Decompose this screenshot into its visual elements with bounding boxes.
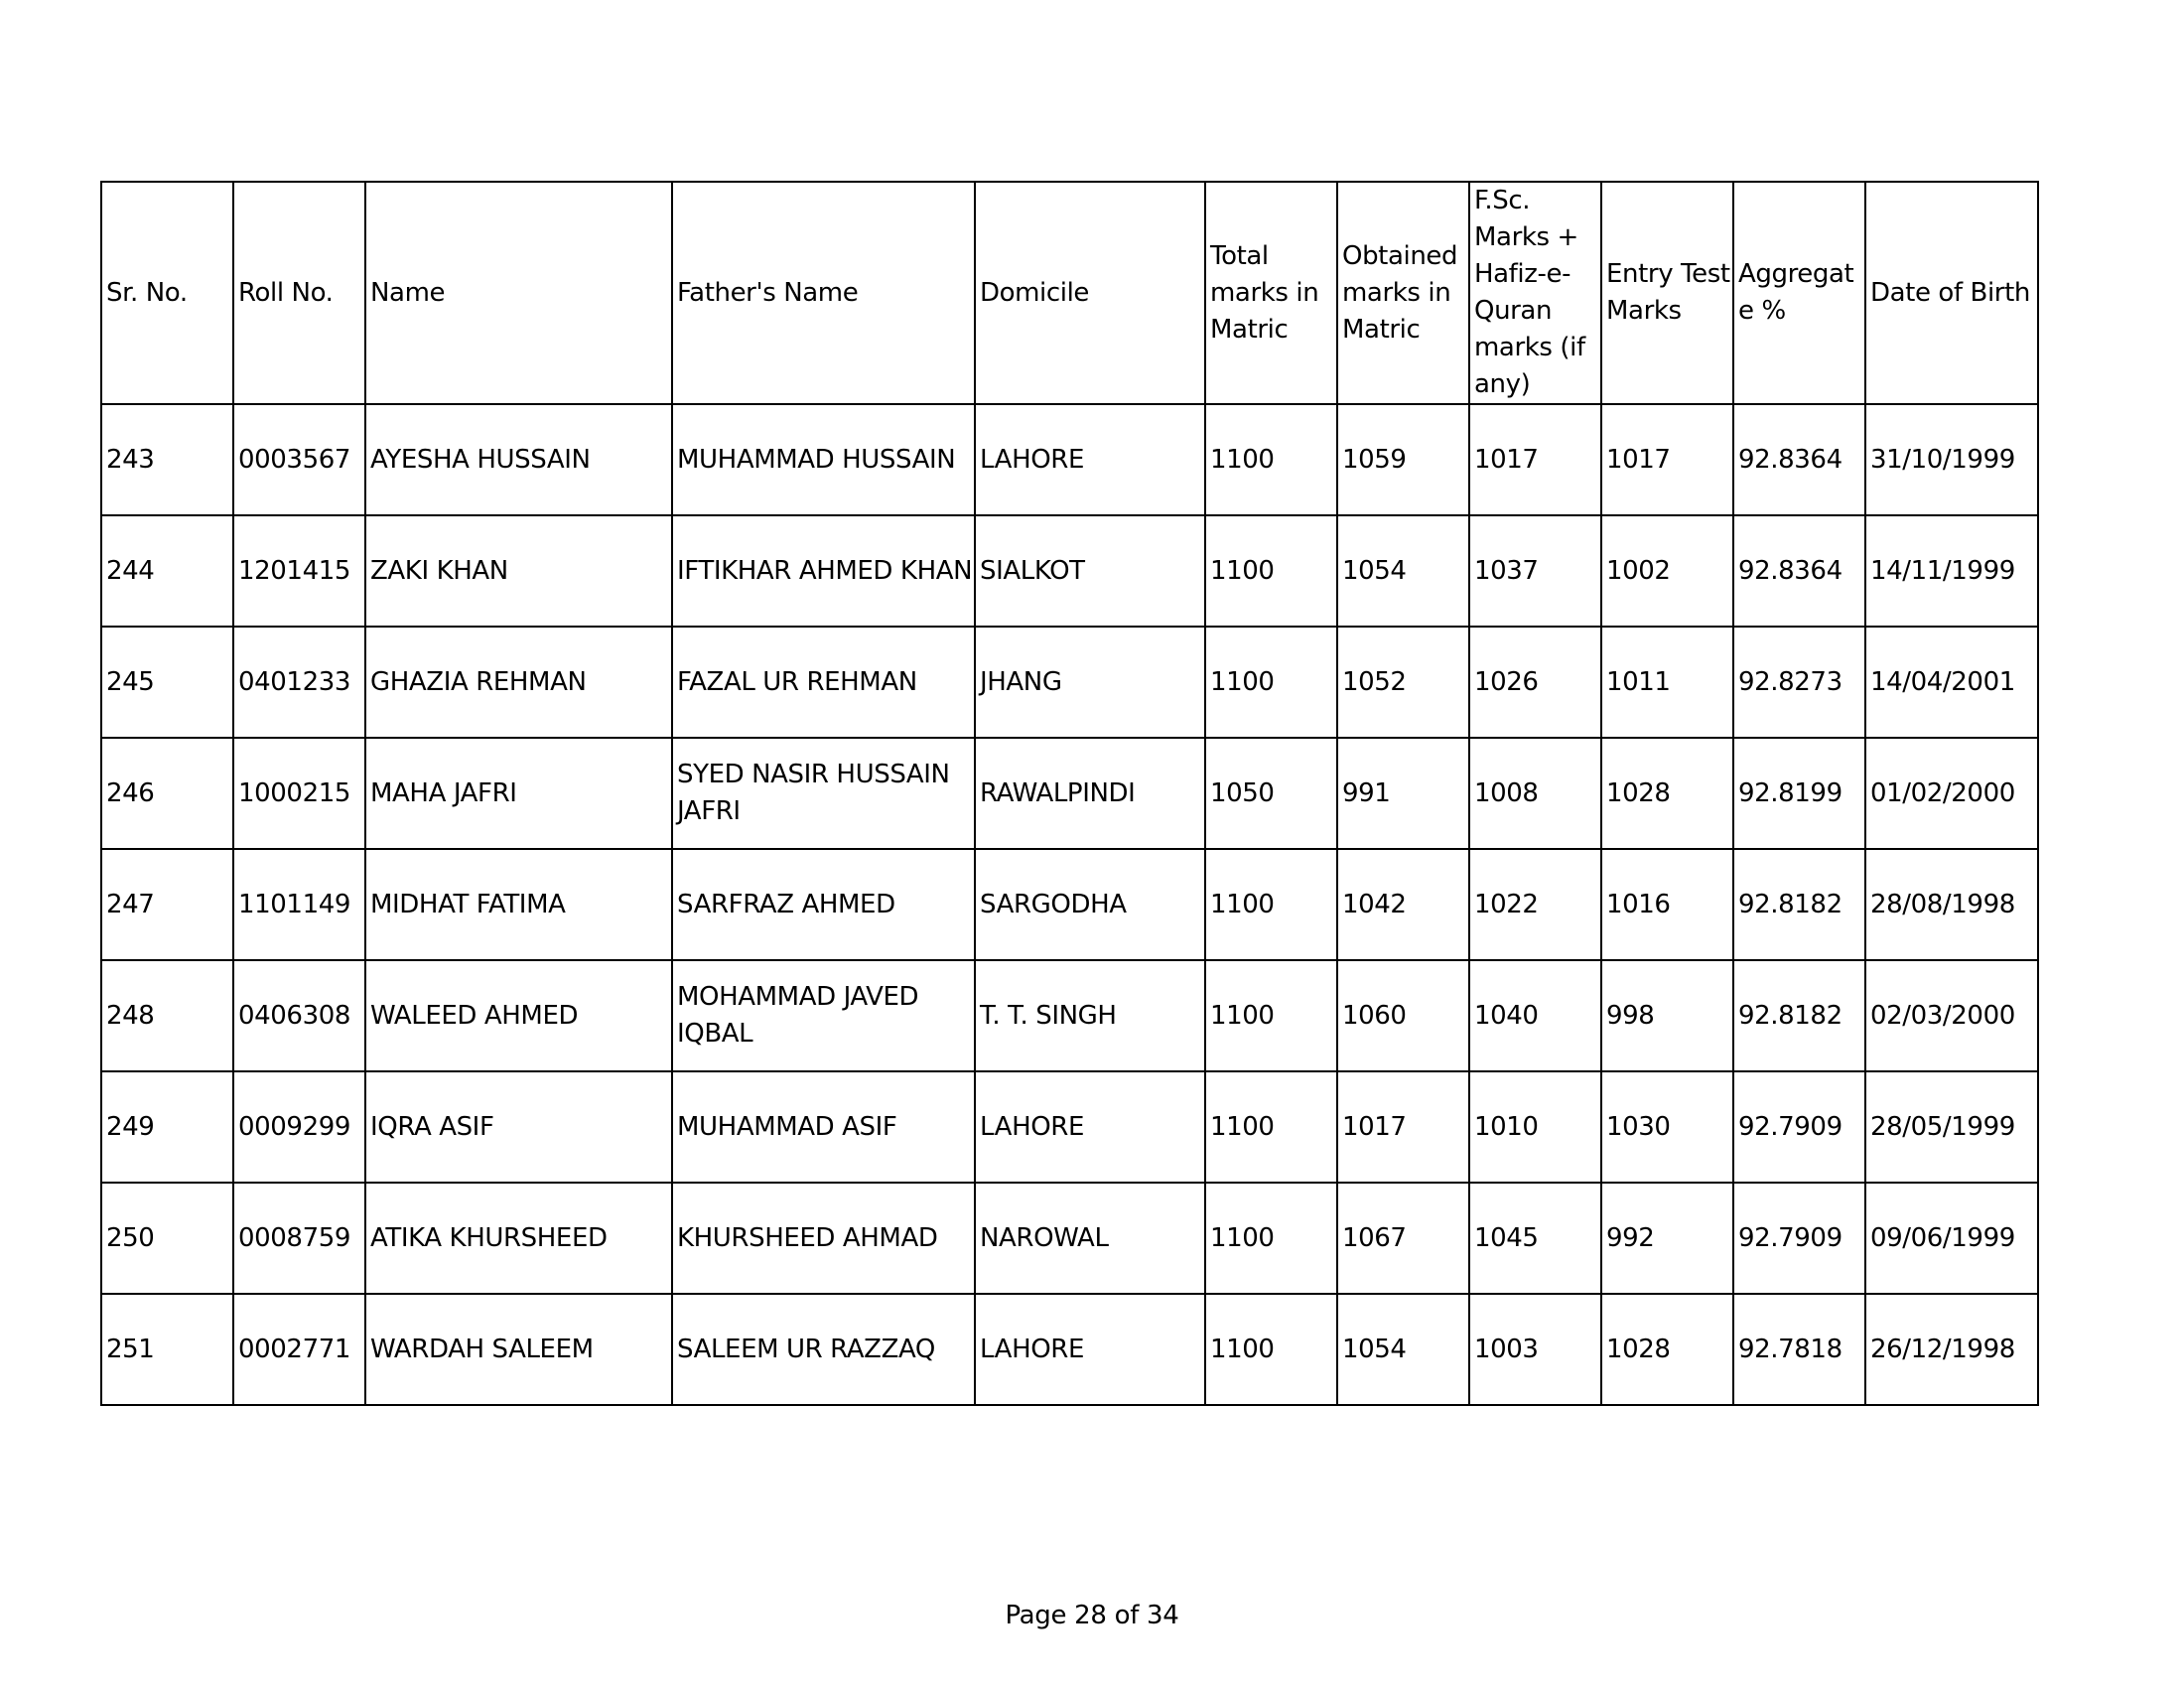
cell-roll-no: 0009299 [233,1071,365,1183]
cell-entry-test: 1017 [1601,404,1733,515]
cell-date-of-birth: 02/03/2000 [1865,960,2038,1071]
cell-aggregate: 92.8364 [1733,404,1865,515]
cell-sr-no: 251 [101,1294,233,1405]
cell-obtained-matric: 1060 [1337,960,1469,1071]
cell-domicile: LAHORE [975,1071,1205,1183]
header-roll-no: Roll No. [233,182,365,404]
cell-fathers-name: MUHAMMAD HUSSAIN [672,404,975,515]
cell-aggregate: 92.7909 [1733,1183,1865,1294]
table-row [101,1071,2038,1183]
cell-obtained-matric: 1042 [1337,849,1469,960]
cell-fsc-marks: 1040 [1469,960,1601,1071]
cell-sr-no: 243 [101,404,233,515]
cell-name: MIDHAT FATIMA [365,849,672,960]
page-number: Page 28 of 34 [1005,1601,1179,1630]
cell-domicile: SIALKOT [975,515,1205,627]
header-row [101,182,2038,404]
cell-domicile: JHANG [975,627,1205,738]
table-body [101,404,2038,1405]
cell-name: IQRA ASIF [365,1071,672,1183]
cell-date-of-birth: 14/04/2001 [1865,627,2038,738]
cell-date-of-birth: 31/10/1999 [1865,404,2038,515]
cell-fsc-marks: 1003 [1469,1294,1601,1405]
cell-fathers-name: KHURSHEED AHMAD [672,1183,975,1294]
cell-total-matric: 1100 [1205,627,1337,738]
merit-list-table [100,181,2039,1406]
cell-obtained-matric: 1054 [1337,515,1469,627]
cell-domicile: LAHORE [975,404,1205,515]
cell-entry-test: 1028 [1601,1294,1733,1405]
cell-total-matric: 1100 [1205,849,1337,960]
table-row [101,849,2038,960]
cell-date-of-birth: 14/11/1999 [1865,515,2038,627]
cell-total-matric: 1100 [1205,960,1337,1071]
cell-fsc-marks: 1017 [1469,404,1601,515]
cell-fathers-name: SALEEM UR RAZZAQ [672,1294,975,1405]
cell-sr-no: 250 [101,1183,233,1294]
cell-domicile: SARGODHA [975,849,1205,960]
cell-name: ATIKA KHURSHEED [365,1183,672,1294]
cell-fsc-marks: 1045 [1469,1183,1601,1294]
table-row [101,1294,2038,1405]
cell-fsc-marks: 1037 [1469,515,1601,627]
cell-entry-test: 1002 [1601,515,1733,627]
cell-obtained-matric: 1059 [1337,404,1469,515]
cell-fathers-name: IFTIKHAR AHMED KHAN [672,515,975,627]
header-domicile: Domicile [975,182,1205,404]
cell-obtained-matric: 1054 [1337,1294,1469,1405]
cell-name: ZAKI KHAN [365,515,672,627]
cell-name: WARDAH SALEEM [365,1294,672,1405]
cell-fathers-name: MOHAMMAD JAVED IQBAL [672,960,975,1071]
cell-total-matric: 1100 [1205,515,1337,627]
cell-fathers-name: SARFRAZ AHMED [672,849,975,960]
cell-date-of-birth: 01/02/2000 [1865,738,2038,849]
cell-name: GHAZIA REHMAN [365,627,672,738]
cell-date-of-birth: 28/05/1999 [1865,1071,2038,1183]
cell-fsc-marks: 1026 [1469,627,1601,738]
table-row [101,738,2038,849]
cell-entry-test: 992 [1601,1183,1733,1294]
cell-sr-no: 245 [101,627,233,738]
cell-domicile: T. T. SINGH [975,960,1205,1071]
cell-roll-no: 0008759 [233,1183,365,1294]
cell-sr-no: 248 [101,960,233,1071]
cell-total-matric: 1100 [1205,404,1337,515]
cell-entry-test: 998 [1601,960,1733,1071]
cell-entry-test: 1011 [1601,627,1733,738]
cell-domicile: LAHORE [975,1294,1205,1405]
cell-roll-no: 0401233 [233,627,365,738]
cell-aggregate: 92.8182 [1733,960,1865,1071]
table-row [101,1183,2038,1294]
cell-entry-test: 1028 [1601,738,1733,849]
cell-domicile: NAROWAL [975,1183,1205,1294]
cell-roll-no: 1000215 [233,738,365,849]
cell-total-matric: 1100 [1205,1294,1337,1405]
cell-obtained-matric: 1067 [1337,1183,1469,1294]
cell-roll-no: 0002771 [233,1294,365,1405]
cell-total-matric: 1100 [1205,1183,1337,1294]
cell-sr-no: 246 [101,738,233,849]
table-row [101,515,2038,627]
cell-fsc-marks: 1022 [1469,849,1601,960]
cell-date-of-birth: 26/12/1998 [1865,1294,2038,1405]
cell-date-of-birth: 09/06/1999 [1865,1183,2038,1294]
cell-obtained-matric: 1017 [1337,1071,1469,1183]
cell-roll-no: 0406308 [233,960,365,1071]
cell-obtained-matric: 991 [1337,738,1469,849]
cell-fathers-name: FAZAL UR REHMAN [672,627,975,738]
cell-aggregate: 92.7818 [1733,1294,1865,1405]
header-entry-test: Entry Test Marks [1601,182,1733,404]
cell-name: MAHA JAFRI [365,738,672,849]
cell-entry-test: 1030 [1601,1071,1733,1183]
cell-roll-no: 1101149 [233,849,365,960]
cell-fathers-name: SYED NASIR HUSSAIN JAFRI [672,738,975,849]
cell-obtained-matric: 1052 [1337,627,1469,738]
cell-aggregate: 92.8182 [1733,849,1865,960]
header-obtained-matric: Obtained marks in Matric [1337,182,1469,404]
table-row [101,404,2038,515]
cell-fsc-marks: 1010 [1469,1071,1601,1183]
table-row [101,627,2038,738]
header-aggregate: Aggregate % [1733,182,1865,404]
cell-fathers-name: MUHAMMAD ASIF [672,1071,975,1183]
cell-sr-no: 244 [101,515,233,627]
cell-name: AYESHA HUSSAIN [365,404,672,515]
cell-sr-no: 247 [101,849,233,960]
table-row [101,960,2038,1071]
cell-roll-no: 1201415 [233,515,365,627]
cell-aggregate: 92.8273 [1733,627,1865,738]
header-fathers-name: Father's Name [672,182,975,404]
cell-fsc-marks: 1008 [1469,738,1601,849]
cell-entry-test: 1016 [1601,849,1733,960]
header-date-of-birth: Date of Birth [1865,182,2038,404]
cell-name: WALEED AHMED [365,960,672,1071]
cell-date-of-birth: 28/08/1998 [1865,849,2038,960]
cell-aggregate: 92.7909 [1733,1071,1865,1183]
header-name: Name [365,182,672,404]
cell-aggregate: 92.8199 [1733,738,1865,849]
cell-aggregate: 92.8364 [1733,515,1865,627]
header-total-matric: Total marks in Matric [1205,182,1337,404]
header-fsc-marks: F.Sc. Marks + Hafiz-e-Quran marks (if any) [1469,182,1601,404]
cell-sr-no: 249 [101,1071,233,1183]
header-sr-no: Sr. No. [101,182,233,404]
cell-total-matric: 1100 [1205,1071,1337,1183]
cell-total-matric: 1050 [1205,738,1337,849]
cell-domicile: RAWALPINDI [975,738,1205,849]
cell-roll-no: 0003567 [233,404,365,515]
